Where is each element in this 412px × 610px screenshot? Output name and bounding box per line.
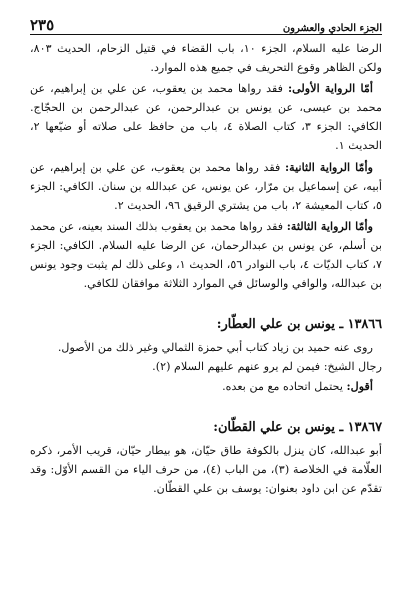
paragraph-third-narration	[30, 217, 382, 293]
third-narration-label: وأمّا الرواية الثالثة:	[286, 218, 374, 233]
page-body	[30, 39, 382, 498]
running-title: الجزء الحادي والعشرون	[282, 23, 382, 34]
entry-13866-note-label: أقول:	[346, 378, 373, 393]
third-narration-text: فقد رواها محمد بن يعقوب بذلك السند بعينه، عن محمد بن أسلم، عن يونس بن عبدالرحمان، عن الرضا عليه السلام. الكافي: الجزء ٧، كتاب الديّات ٤، باب النوادر ٥٦، الحديث ١، وعلى ذلك لم يثبت وجود يونس بن عبدالله، والوافي والوسائل في الموارد الثلاثة موافقان للكافي.	[30, 219, 383, 291]
second-narration-text: فقد رواها محمد بن يعقوب، عن علي بن إبراهيم، عن أبيه، عن إسماعيل بن مرّار، عن يونس، عن عبدالله بن سنان. الكافي: الجزء ٥، كتاب المعيشة ٢، باب من يشتري الرقيق ٩٦، الحديث ٢.	[30, 160, 382, 212]
entry-13866-line1: روى عنه حميد بن زياد كتاب أبي حمزة الثمالي وغير ذلك من الأصول.	[57, 341, 373, 355]
second-narration-label: وأمّا الرواية الثانية:	[284, 159, 373, 174]
paragraph-second-narration	[30, 158, 382, 215]
first-narration-label: أمّا الرواية الأولى:	[287, 81, 373, 96]
page-header	[30, 10, 382, 35]
entry-13866-line2: رجال الشيخ: فيمن لم يرو عنهم عليهم السلام (٢).	[152, 360, 382, 374]
entry-heading-13867: ١٣٨٦٧ ـ يونس بن علي القطّان:	[213, 419, 382, 435]
paragraph-first-narration	[30, 79, 382, 155]
first-narration-text: فقد رواها محمد بن يعقوب، عن علي بن إبراهيم، عن محمد بن عيسى، عن يونس بن عبدالرحمن، عن عبدالرحمن بن الحجّاج. الكافي: الجزء ٣، كتاب الصلاة ٤، باب من حافظ على صلاته أو ضيّعها ٢، الحديث ١.	[30, 82, 382, 153]
entry-13866-line3	[30, 377, 382, 396]
entry-13866-note-text: يحتمل اتحاده مع من بعده.	[222, 379, 347, 393]
entry-heading-13866: ١٣٨٦٦ ـ يونس بن علي العطّار:	[216, 317, 382, 333]
paragraph-continuation: الرضا عليه السلام، الجزء ١٠، باب القضاء في قتيل الزحام، الحديث ٨٠٣، ولكن الظاهر وقوع التحريف في جميع هذه الموارد.	[30, 42, 382, 75]
entry-13867-text: أبو عبدالله، كان ينزل بالكوفة طاق حيّان، هو بيطار حيّان، قريب الأمر، ذكره العلّامة في الخلاصة (٣)، من الباب (٤)، من حرف الياء من القسم الأوّل: وقد تقدّم عن ابن داود بعنوان: يوسف بن علي القطّان.	[30, 443, 382, 495]
page-number: ٢٣٥	[30, 16, 55, 34]
